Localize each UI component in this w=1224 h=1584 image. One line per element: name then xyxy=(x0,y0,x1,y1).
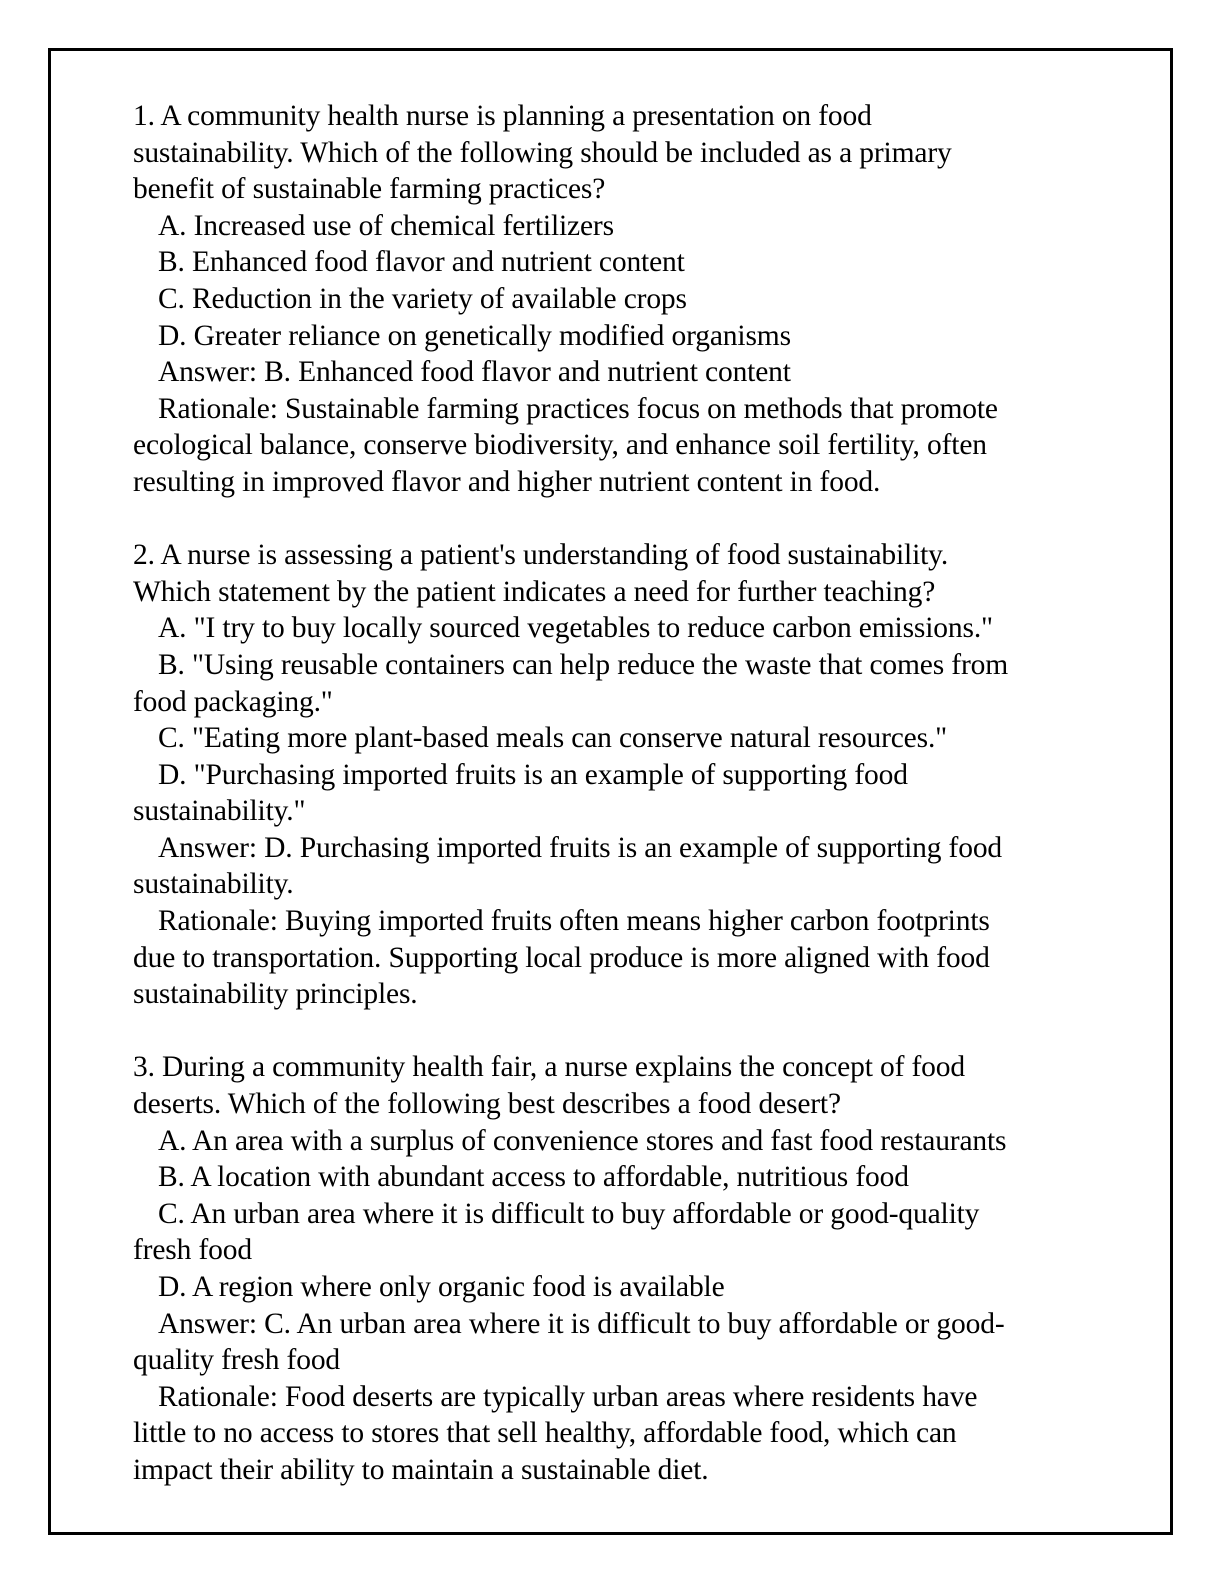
option-line: B. A location with abundant access to affordable, nutritious food xyxy=(158,1161,909,1194)
option-line: C. Reduction in the variety of available crops xyxy=(158,282,687,315)
option-b xyxy=(133,1159,1093,1196)
stem-line: 3. During a community health fair, a nurse explains the concept of food xyxy=(133,1051,965,1084)
option-d xyxy=(133,318,1093,355)
answer-line: Answer: D. Purchasing imported fruits is an example of supporting food xyxy=(158,831,1003,864)
option-a xyxy=(133,208,1093,245)
option-b xyxy=(133,647,1093,720)
answer-line: sustainability. xyxy=(133,868,294,901)
option-line: D. A region where only organic food is available xyxy=(158,1271,725,1303)
option-line: fresh food xyxy=(133,1234,252,1267)
option-line: A. Increased use of chemical fertilizers xyxy=(158,209,614,242)
rationale-line: Rationale: Buying imported fruits often means higher carbon footprints xyxy=(158,905,990,938)
option-line: C. An urban area where it is difficult to buy affordable or good-quality xyxy=(158,1197,980,1230)
option-c xyxy=(133,720,1093,757)
option-b xyxy=(133,244,1093,281)
rationale-line: Rationale: Sustainable farming practices focus on methods that promote xyxy=(158,392,998,425)
stem-line: deserts. Which of the following best describes a food desert? xyxy=(133,1088,841,1121)
answer-line: quality fresh food xyxy=(133,1344,341,1377)
answer-line: Answer: B. Enhanced food flavor and nutrient content xyxy=(158,356,791,389)
question-stem xyxy=(133,98,1093,208)
question-2 xyxy=(133,537,1093,1013)
answer xyxy=(133,354,1093,391)
stem-line: Which statement by the patient indicates a need for further teaching? xyxy=(133,575,936,608)
stem-line: 1. A community health nurse is planning a presentation on food xyxy=(133,100,872,132)
rationale xyxy=(133,391,1093,501)
rationale xyxy=(133,903,1093,1013)
option-line: C. "Eating more plant-based meals can conserve natural resources." xyxy=(158,722,948,755)
option-d xyxy=(133,1269,1093,1306)
rationale-line: Rationale: Food deserts are typically urban areas where residents have xyxy=(158,1380,978,1413)
question-stem xyxy=(133,1049,1093,1122)
answer xyxy=(133,1306,1093,1379)
option-line: D. Greater reliance on genetically modified organisms xyxy=(158,319,791,352)
option-d xyxy=(133,757,1093,830)
option-line: D. "Purchasing imported fruits is an example of supporting food xyxy=(158,758,908,791)
option-line: A. An area with a surplus of convenience stores and fast food restaurants xyxy=(158,1124,1007,1157)
answer-line: Answer: C. An urban area where it is difficult to buy affordable or good- xyxy=(158,1307,1005,1340)
question-3 xyxy=(133,1049,1093,1488)
option-line: food packaging." xyxy=(133,685,333,718)
stem-line: 2. A nurse is assessing a patient's understanding of food sustainability. xyxy=(133,539,949,572)
rationale xyxy=(133,1379,1093,1489)
option-line: B. Enhanced food flavor and nutrient content xyxy=(158,246,685,279)
rationale-line: resulting in improved flavor and higher nutrient content in food. xyxy=(133,465,881,498)
option-a xyxy=(133,1123,1093,1160)
option-a xyxy=(133,610,1093,647)
stem-line: sustainability. Which of the following should be included as a primary xyxy=(133,136,952,169)
option-line: sustainability." xyxy=(133,795,306,828)
question-1 xyxy=(133,98,1093,501)
rationale-line: ecological balance, conserve biodiversity, and enhance soil fertility, often xyxy=(133,429,987,462)
option-line: B. "Using reusable containers can help reduce the waste that comes from xyxy=(158,648,1009,681)
option-c xyxy=(133,1196,1093,1269)
rationale-line: due to transportation. Supporting local produce is more aligned with food xyxy=(133,941,990,974)
stem-line: benefit of sustainable farming practices? xyxy=(133,173,606,206)
document-body xyxy=(133,98,1093,1525)
option-c xyxy=(133,281,1093,318)
question-stem xyxy=(133,537,1093,610)
option-line: A. "I try to buy locally sourced vegetables to reduce carbon emissions." xyxy=(158,612,993,645)
rationale-line: little to no access to stores that sell healthy, affordable food, which can xyxy=(133,1417,957,1450)
answer xyxy=(133,830,1093,903)
rationale-line: sustainability principles. xyxy=(133,978,418,1011)
rationale-line: impact their ability to maintain a sustainable diet. xyxy=(133,1453,709,1486)
